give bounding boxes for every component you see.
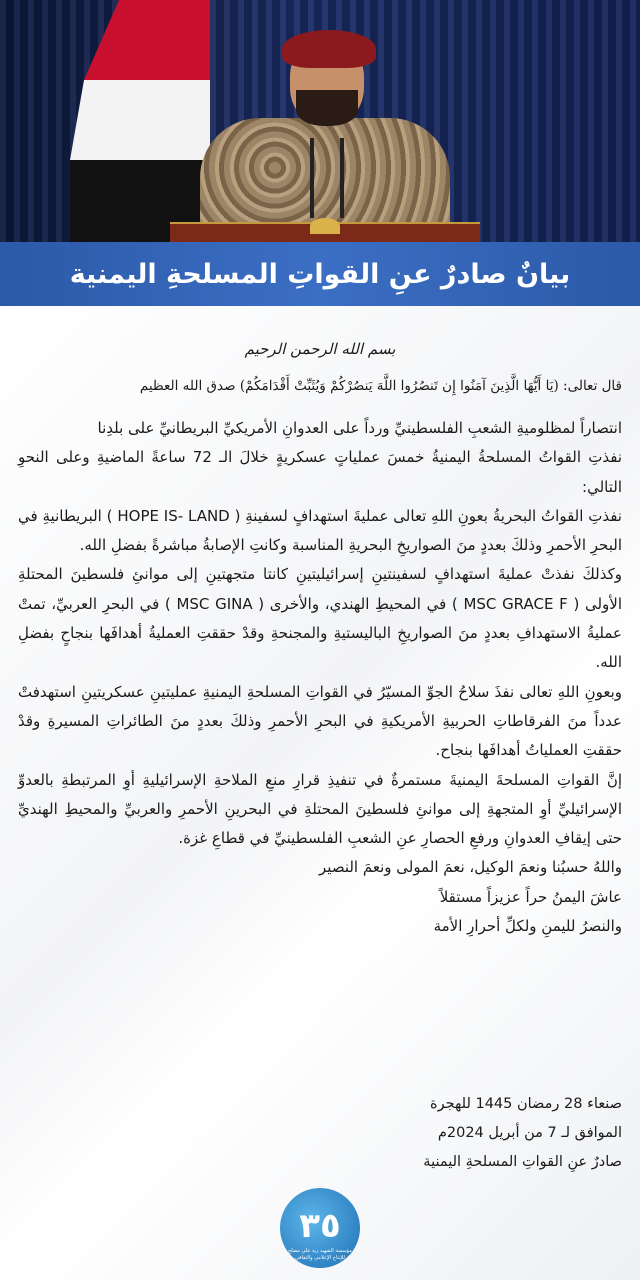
paragraph-hope-island: نفذتِ القواتُ البحريةُ بعونِ اللهِ تعالى عمليةَ استهدافٍ لسفينةِ ( HOPE IS- LAND ) البريطانيةِ في البحرِ الأحمرِ وذلكَ بعددٍ منَ الصواريخِ البحريةِ المناسبة وكانتِ الإصابةُ مباشرةً بفضلِ الله.	[18, 506, 622, 555]
closing-line-1: واللهُ حسبُنا ونعمَ الوكيل، نعمَ المولى ونعمَ النصير	[319, 858, 622, 877]
paragraph-intro: انتصاراً لمظلوميةِ الشعبِ الفلسطينيِّ ورداً على العدوانِ الأمريكيِّ البريطانيِّ على بلدِنا	[97, 419, 622, 437]
statement-body	[0, 306, 640, 1280]
quran-verse: قال تعالى: (يَا أَيُّهَا الَّذِينَ آمَنُوا إِن تَنصُرُوا اللَّهَ يَنصُرْكُمْ وَيُثَبِّتْ أَقْدَامَكُمْ) صدق الله العظيم	[139, 378, 622, 394]
logo-caption-2: للإنتاج الإعلامي والثقافي	[295, 1255, 345, 1261]
paragraph-operations-summary: نفذتِ القواتُ المسلحةُ اليمنيةُ خمسَ عملياتٍ عسكريةٍ خلالَ الـ 72 ساعةً الماضيةِ وعلى النحوِ التالي:	[18, 448, 622, 496]
spokesman-figure	[190, 18, 460, 242]
logo-caption-1: مؤسسة الشهيد زيد علي مصلح	[288, 1248, 352, 1254]
closing-line-3: والنصرُ لليمنِ ولكلِّ أحرارِ الأمة	[433, 917, 622, 936]
paragraph-continuation: إنَّ القواتِ المسلحةَ اليمنيةَ مستمرةٌ في تنفيذِ قرارِ منعِ الملاحةِ الإسرائيليةِ أوِ المرتبطةِ بالعدوِّ الإسرائيليِّ أوِ المتجهةِ إلى موانئِ فلسطينَ المحتلةِ في البحرينِ الأحمرِ والعربيِّ والمحيطِ الهنديِّ حتى إيقافِ العدوانِ ورفعِ الحصارِ عنِ الشعبِ الفلسطينيِّ في قطاعِ غزة.	[18, 770, 622, 848]
logo-number: ٣٥	[299, 1206, 341, 1246]
statement-footer	[18, 1090, 622, 1177]
footer-date-hijri: صنعاء 28 رمضان 1445 للهجرة	[430, 1096, 622, 1112]
closing-line-2: عاشَ اليمنُ حراً عزيزاً مستقلاً	[439, 887, 622, 906]
podium	[170, 222, 480, 242]
header-photo	[0, 0, 640, 242]
paragraph-drone-operations: وبعونِ اللهِ تعالى نفذَ سلاحُ الجوِّ المسيّرُ في القواتِ المسلحةِ اليمنيةِ عمليتينِ عسكريتينِ استهدفتْ عدداً منَ الفرقاطاتِ الحربيةِ الأمريكيةِ في البحرِ الأحمرِ وذلكَ بعددٍ منَ الطائراتِ المسيرةِ وقدْ حققتِ العملياتُ أهدافَها بنجاح.	[18, 682, 622, 760]
footer-date-gregorian: الموافق لـ 7 من أبريل 2024م	[437, 1125, 622, 1141]
basmala: بسم الله الرحمن الرحيم	[244, 340, 396, 358]
foundation-logo-icon	[277, 1188, 363, 1274]
footer-issuer: صادرٌ عنِ القواتِ المسلحةِ اليمنية	[423, 1154, 622, 1170]
yemen-flag	[70, 0, 210, 242]
page-title: بيانٌ صادرٌ عنِ القواتِ المسلحةِ اليمنية	[69, 258, 571, 290]
statement-text	[18, 414, 622, 941]
paragraph-msc-ships: وكذلكَ نفذتْ عمليةَ استهدافٍ لسفينتينِ إسرائيليتينِ كانتا متجهتينِ إلى موانئِ فلسطينَ المحتلةِ الأولى ( MSC GRACE F ) في المحيطِ الهندي، والأخرى ( MSC GINA ) في البحرِ العربيِّ، تمتْ عمليةُ الاستهدافِ بعددٍ منَ الصواريخِ الباليستيةِ والمجنحةِ وقدْ حققتِ العمليةُ أهدافَها بنجاحٍ بفضلِ الله.	[18, 565, 623, 672]
title-bar	[0, 242, 640, 306]
logo-caption	[283, 1248, 357, 1262]
eagle-emblem-icon	[310, 218, 340, 234]
